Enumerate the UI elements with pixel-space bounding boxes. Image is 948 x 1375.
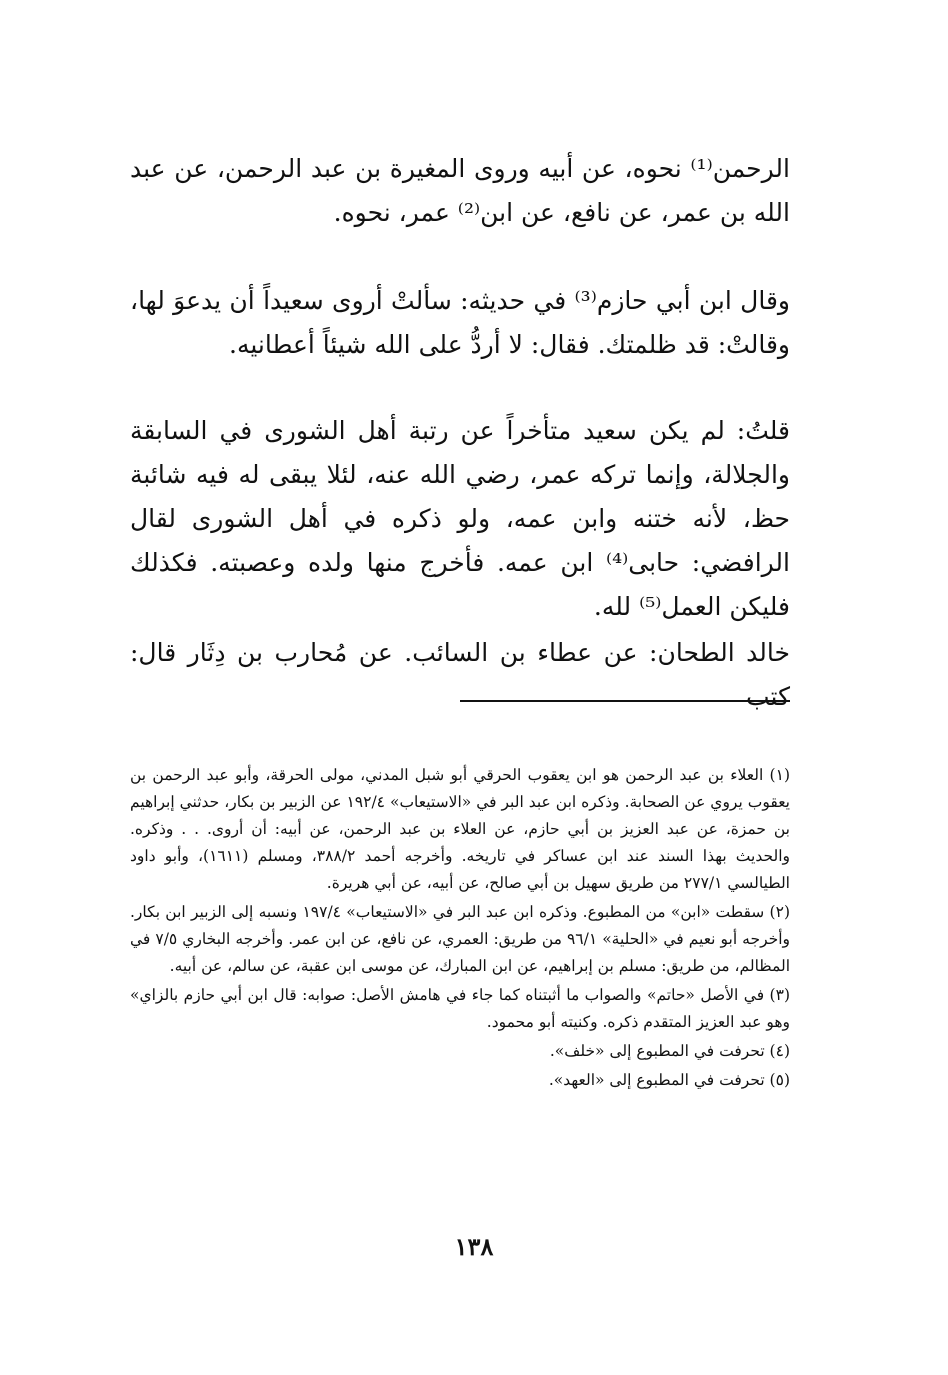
body-paragraph-1: الرحمن⁽¹⁾ نحوه، عن أبيه وروى المغيرة بن عبد الرحمن، عن عبد الله بن عمر، عن نافع، عن ابن⁽²⁾ عمر، نحوه.: [130, 154, 790, 227]
body-paragraph-3: قلتُ: لم يكن سعيد متأخراً عن رتبة أهل الشورى في السابقة والجلالة، وإنما تركه عمر، رضي الله عنه، لئلا يبقى له فيه شائبة حظ، لأنه ختنه وابن عمه، ولو ذكره في أهل الشورى لقال الرافضي: حابى⁽⁴⁾ ابن عمه. فأخرج منها ولده وعصبته. فكذلك فليكن العمل⁽⁵⁾ لله.: [130, 416, 790, 621]
footnote-4: (٤) تحرفت في المطبوع إلى «خلف».: [549, 1042, 790, 1060]
footnote-3: (٣) في الأصل «حاتم» والصواب ما أثبتناه كما جاء في هامش الأصل: صوابه: قال ابن أبي حازم بالزاي» وهو عبد العزيز المتقدم ذكره. وكنيته أبو محمود.: [130, 986, 790, 1031]
footnote-5: (٥) تحرفت في المطبوع إلى «العهد».: [548, 1071, 790, 1089]
footnote-separator: [460, 700, 790, 702]
footnote-2: (٢) سقطت «ابن» من المطبوع. وذكره ابن عبد البر في «الاستيعاب» ١٩٧/٤ ونسبه إلى الزبير ابن بكار. وأخرجه أبو نعيم في «الحلية» ٩٦/١ من طريق: العمري، عن نافع، عن ابن عمر. وأخرجه البخاري ٧/٥ في المظالم، من طريق: مسلم بن إبراهيم، عن ابن المبارك، عن موسى ابن عقبة، عن سالم، عن أبيه.: [130, 903, 791, 975]
page-number: ١٣٨: [454, 1232, 494, 1261]
footnote-1: (١) العلاء بن عبد الرحمن هو ابن يعقوب الحرقي أبو شبل المدني، مولى الحرقة، وأبو عبد الرحمن بن يعقوب يروي عن الصحابة. وذكره ابن عبد البر في «الاستيعاب» ١٩٢/٤ عن الزبير بن بكار، حدثني إبراهيم بن حمزة، عن عبد العزيز بن أبي حازم، عن العلاء بن عبد الرحمن، عن أبيه: أن أروى. . . وذكره. والحديث بهذا السند عند ابن عساكر في تاريخه. وأخرجه أحمد ٣٨٨/٢، ومسلم (١٦١١)، وأبو داود الطيالسي ٢٧٧/١ من طريق سهيل بن أبي صالح، عن أبيه، عن أبي هريرة.: [130, 766, 790, 892]
footnotes-section: [130, 762, 790, 1096]
body-paragraph-4: خالد الطحان: عن عطاء بن السائب. عن مُحارب بن دِثَار قال: كتب: [130, 638, 790, 711]
body-paragraph-2: وقال ابن أبي حازم⁽³⁾ في حديثه: سألتْ أروى سعيداً أن يدعوَ لها، وقالتْ: قد ظلمتك. فقال: لا أردُّ على الله شيئاً أعطانيه.: [130, 286, 790, 359]
